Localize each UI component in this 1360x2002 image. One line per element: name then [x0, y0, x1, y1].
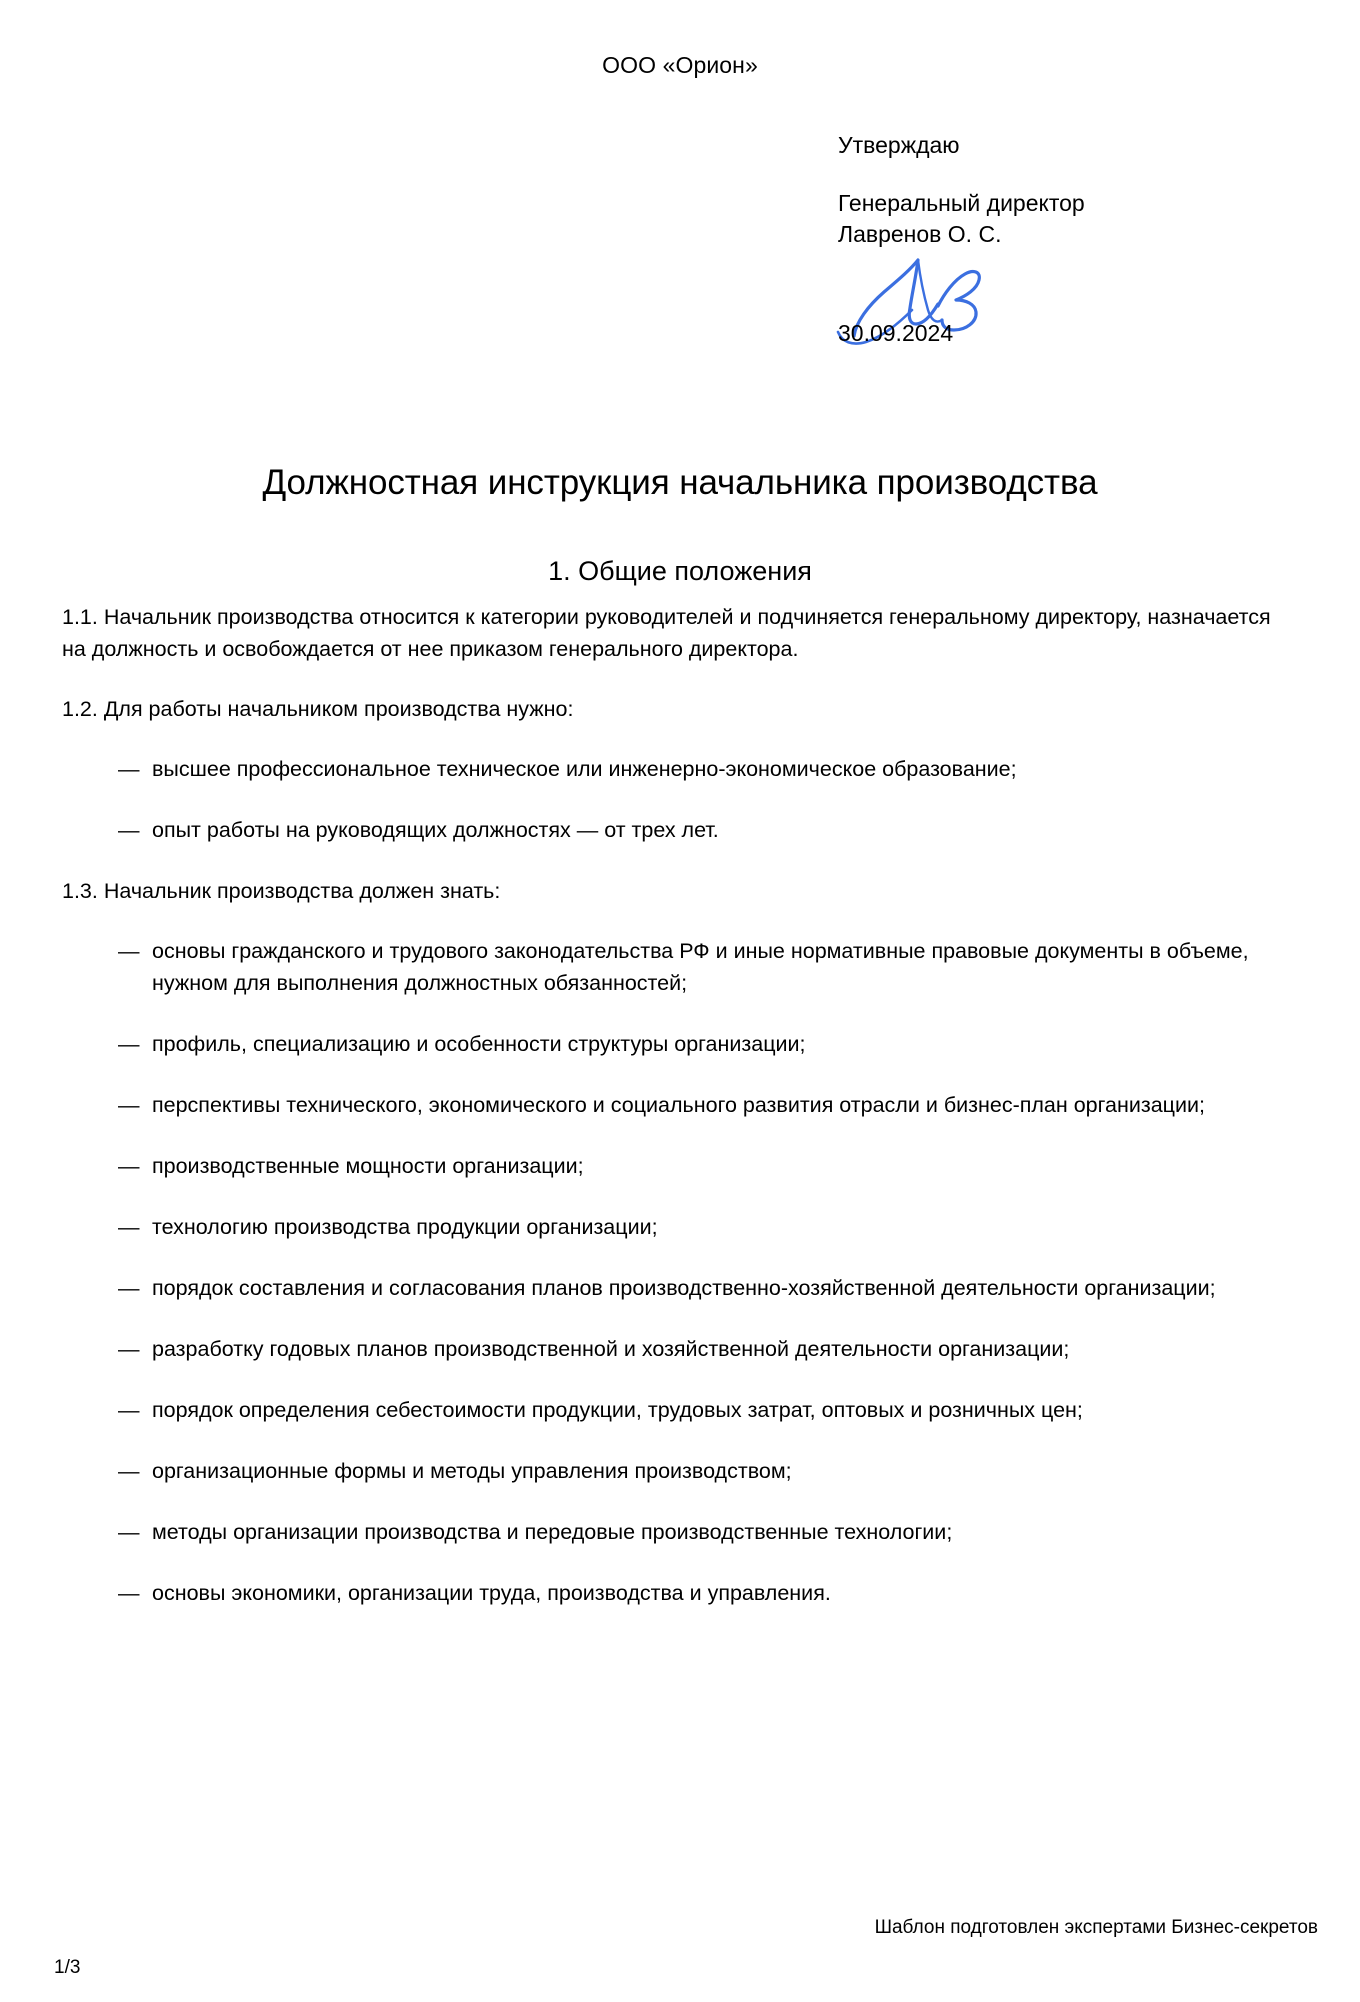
list-item-text: порядок определения себестоимости продукции, трудовых затрат, оптовых и розничных цен; — [152, 1398, 1083, 1422]
list-item-text: опыт работы на руководящих должностях — от трех лет. — [152, 818, 719, 842]
approver-name: Лавренов О. С. — [838, 221, 1002, 247]
bullet-dash: — — [118, 1520, 140, 1544]
list-item — [62, 1211, 1298, 1243]
footer-credit: Шаблон подготовлен экспертами Бизнес-секретов — [874, 1917, 1318, 1938]
approval-word: Утверждаю — [838, 132, 960, 158]
list-item-text: порядок составления и согласования планов производственно-хозяйственной деятельности организации; — [152, 1276, 1216, 1300]
list-item-text: разработку годовых планов производственной и хозяйственной деятельности организации; — [152, 1337, 1070, 1361]
bullet-dash: — — [118, 757, 140, 781]
bullet-dash: — — [118, 1032, 140, 1056]
document-body — [62, 601, 1298, 1609]
page-number: 1/3 — [54, 1957, 81, 1978]
list-item — [62, 1028, 1298, 1060]
bullet-dash: — — [118, 818, 140, 842]
list-item — [62, 1516, 1298, 1548]
bullet-dash: — — [118, 1154, 140, 1178]
bullet-dash: — — [118, 1581, 140, 1605]
list-item — [62, 1089, 1298, 1121]
bullet-dash: — — [118, 939, 140, 963]
approval-block — [838, 130, 1298, 364]
list-item-text: основы экономики, организации труда, производства и управления. — [152, 1581, 831, 1605]
list-item — [62, 1455, 1298, 1487]
list-item-text: высшее профессиональное техническое или инженерно-экономическое образование; — [152, 757, 1017, 781]
list-item — [62, 1333, 1298, 1365]
bullet-dash: — — [118, 1459, 140, 1483]
list-item-text: технологию производства продукции организации; — [152, 1215, 658, 1239]
list-item — [62, 1394, 1298, 1426]
bullet-dash: — — [118, 1337, 140, 1361]
paragraph-1-2: 1.2. Для работы начальником производства нужно: — [62, 697, 574, 721]
list-item — [62, 1150, 1298, 1182]
list-item-text: производственные мощности организации; — [152, 1154, 584, 1178]
list-item-text: профиль, специализацию и особенности структуры организации; — [152, 1032, 806, 1056]
list-item — [62, 814, 1298, 846]
approval-date: 30.09.2024 — [838, 320, 954, 346]
paragraph-1-1: 1.1. Начальник производства относится к категории руководителей и подчиняется генеральному директору, назначается на должность и освобождается от нее приказом генерального директора. — [62, 605, 1271, 661]
bullet-dash: — — [118, 1398, 140, 1422]
list-item — [62, 1272, 1298, 1304]
list-item-text: основы гражданского и трудового законодательства РФ и иные нормативные правовые документы в объеме, нужном для выполнения должностных обязанностей; — [152, 939, 1249, 995]
signature-area — [838, 256, 1138, 364]
approver-position: Генеральный директор — [838, 190, 1085, 216]
list-item — [62, 1577, 1298, 1609]
paragraph-1-3: 1.3. Начальник производства должен знать: — [62, 879, 501, 903]
section-title: 1. Общие положения — [548, 556, 812, 587]
organization-name: ООО «Орион» — [602, 52, 758, 78]
list-item — [62, 935, 1298, 999]
page-title: Должностная инструкция начальника производства — [262, 463, 1098, 503]
list-item-text: методы организации производства и передовые производственные технологии; — [152, 1520, 953, 1544]
list-item-text: организационные формы и методы управления производством; — [152, 1459, 792, 1483]
approval-spacer — [838, 161, 1298, 188]
list-item-text: перспективы технического, экономического и социального развития отрасли и бизнес-план организации; — [152, 1093, 1205, 1117]
list-item — [62, 753, 1298, 785]
bullet-dash: — — [118, 1276, 140, 1300]
bullet-dash: — — [118, 1093, 140, 1117]
bullet-dash: — — [118, 1215, 140, 1239]
